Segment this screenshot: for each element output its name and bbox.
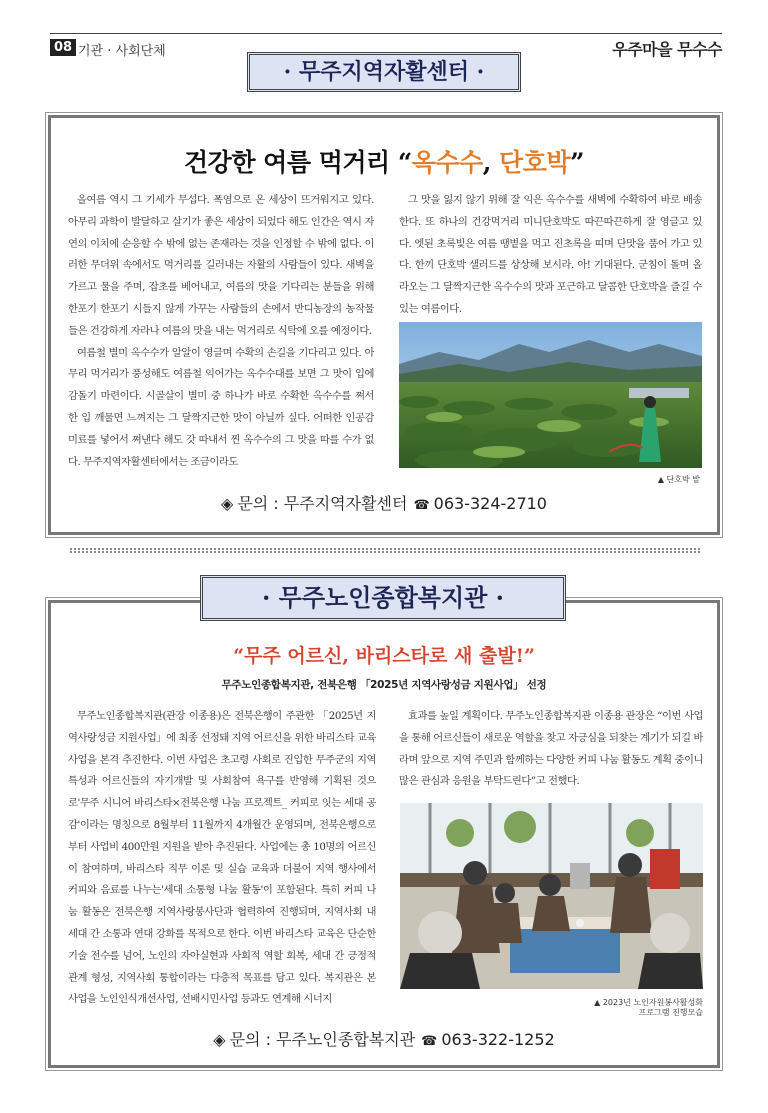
barista-program-photo bbox=[400, 803, 703, 989]
caption-line: ▲ 2023년 노인자원봉사활성화 bbox=[594, 998, 703, 1007]
page-number: 08 bbox=[50, 39, 76, 56]
contact-label: 문의 : 무주노인종합복지관 bbox=[229, 1030, 416, 1049]
phone-icon: ☎ bbox=[413, 498, 430, 513]
diamond-icon: ◈ bbox=[221, 494, 234, 513]
article2-contact bbox=[50, 1027, 718, 1050]
article2-paragraph: 무주노인종합복지관(관장 이종용)은 전북은행이 주관한 「2025년 지역사랑성금 지원사업」에 최종 선정돼 지역 어르신을 위한 바리스타 교육 사업을 본격 추진한다. 이번 사업은 초고령 사회로 진입한 무주군의 지역 특성과 어르신들의 자기개발 및 사회참여 욕구를 반영해 기획된 것으로'무주 시니어 바리스타×전북은행 나눔 프로젝트_ 커피로 잇는 세대 공감'이라는 명칭으로 8월부터 11월까지 4개월간 운영되며, 전북은행으로부터 사업비 400만원 지원을 받아 추진된다. 사업에는 총 10명의 어르신이 참여하며, 바리스타 직무 이론 및 실습 교육과 더불어 지역 행사에서 커피와 음료를 나누는'세대 소통형 나눔 활동'이 포함된다. 특히 커피 나눔 활동은 전북은행 지역사랑봉사단과 협력하여 진행되며, 지역사회 내 세대 간 소통과 연대 강화를 목적으로 한다. 이번 바리스타 교육은 단순한 기술 전수를 넘어, 노인의 자아실현과 사회적 역할 회복, 세대 간 긍정적 관계 형성, 지역사회 통합이라는 다층적 목표를 담고 있다. 복지관은 본 사업을 노인인식개선사업, 선배시민사업 등과도 연계해 시너지 bbox=[68, 710, 376, 1006]
contact-label: 문의 : 무주지역자활센터 bbox=[237, 494, 408, 513]
title-highlight-corn: 옥수수 bbox=[411, 148, 483, 177]
contact-phone[interactable]: 063-322-1252 bbox=[441, 1030, 555, 1049]
article2-title: “무주 어르신, 바리스타로 새 출발!” bbox=[233, 645, 535, 667]
title-highlight-pumpkin: 단호박 bbox=[499, 148, 571, 177]
article2-photo-caption bbox=[503, 998, 703, 1018]
article1-banner: · 무주지역자활센터 · bbox=[247, 52, 521, 92]
masthead-logo: 우주마을 무수수 bbox=[612, 40, 722, 59]
title-prefix: 건강한 여름 먹거리 “ bbox=[184, 148, 412, 177]
title-comma: , bbox=[482, 148, 500, 177]
pumpkin-field-photo bbox=[399, 322, 702, 468]
article2-column-right bbox=[399, 706, 703, 793]
contact-phone[interactable]: 063-324-2710 bbox=[433, 494, 547, 513]
article2-column-left bbox=[68, 706, 376, 1016]
article1-title bbox=[50, 143, 718, 179]
article1-column-right bbox=[399, 190, 702, 321]
title-suffix: ” bbox=[570, 148, 584, 177]
article2-paragraph: 효과를 높일 계획이다. 무주노인종합복지관 이종용 관장은 “이번 사업을 통해 어르신들이 새로운 역할을 찾고 자긍심을 되찾는 계기가 되길 바라며 앞으로 지역 주민과 함께하는 다양한 커피 나눔 활동도 계획 중이니 많은 관심과 응원을 부탁드린다”고 전했다. bbox=[399, 710, 703, 788]
article1-photo-caption: ▲ 단호박 밭 bbox=[657, 475, 700, 484]
header-rule bbox=[50, 33, 722, 34]
caption-line: 프로그램 진행모습 bbox=[638, 1008, 703, 1017]
article1-paragraph: 여름철 별미 옥수수가 알알이 영글며 수확의 손길을 기다리고 있다. 아무리 먹거리가 풍성해도 여름철 익어가는 옥수수대를 보면 그 맛이 입에 감돌기 마련이다. 시골살이 별미 중 하나가 바로 수확한 옥수수를 쪄서 한 입 깨물면 느껴지는 그 달짝지근한 맛이 아닐까 싶다. 어떠한 인공감미료를 넣어서 쪄낸다 해도 갓 따내서 찐 옥수수의 그 맛을 따를 수가 없다. 무주지역자활센터에서는 조금이라도 bbox=[68, 346, 374, 468]
article1-column-left bbox=[68, 190, 374, 473]
section-divider bbox=[70, 548, 700, 553]
article1-paragraph: 올여름 역시 그 기세가 무섭다. 폭염으로 온 세상이 뜨거워지고 있다. 아무리 과학이 발달하고 살기가 좋은 세상이 되었다 해도 인간은 역시 자연의 이치에 순응할 수 밖에 없는 존재라는 것을 인정할 수 밖에 없다. 이러한 무더위 속에서도 먹거리를 길러내는 자활의 사람들이 있다. 새벽을 가르고 물을 주며, 잡초를 베어내고, 여름의 맛을 기다리는 분들을 위해 한포기 한포기 시들지 않게 가꾸는 사람들의 손에서 반디농장의 농작물들은 건강하게 자라나 여름의 맛을 내는 먹거리로 식탁에 오를 예정이다. bbox=[68, 194, 374, 337]
article1-contact bbox=[50, 491, 718, 514]
article2-banner: · 무주노인종합복지관 · bbox=[200, 575, 566, 621]
phone-icon: ☎ bbox=[421, 1034, 438, 1049]
article2-subtitle: 무주노인종합복지관, 전북은행 「2025년 지역사랑성금 지원사업」 선정 bbox=[221, 679, 547, 691]
diamond-icon: ◈ bbox=[213, 1030, 226, 1049]
article1-paragraph: 그 맛을 잃지 않기 위해 잘 익은 옥수수를 새벽에 수확하여 바로 배송한다. 또 하나의 건강먹거리 미니단호박도 따끈따끈하게 잘 영글고 있다. 엣된 초록빛은 여름 땡볕을 먹고 진초록을 띠며 단맛을 품어 가고 있다. 한끼 단호박 샐러드를 상상해 보시라. 아! 기대된다. 군침이 돌며 올라오는 그 달짝지근한 옥수수의 맛과 포근하고 달콤한 단호박을 즐길 수 있는 여름이다. bbox=[399, 194, 702, 315]
section-label: 기관 · 사회단체 bbox=[78, 44, 166, 59]
